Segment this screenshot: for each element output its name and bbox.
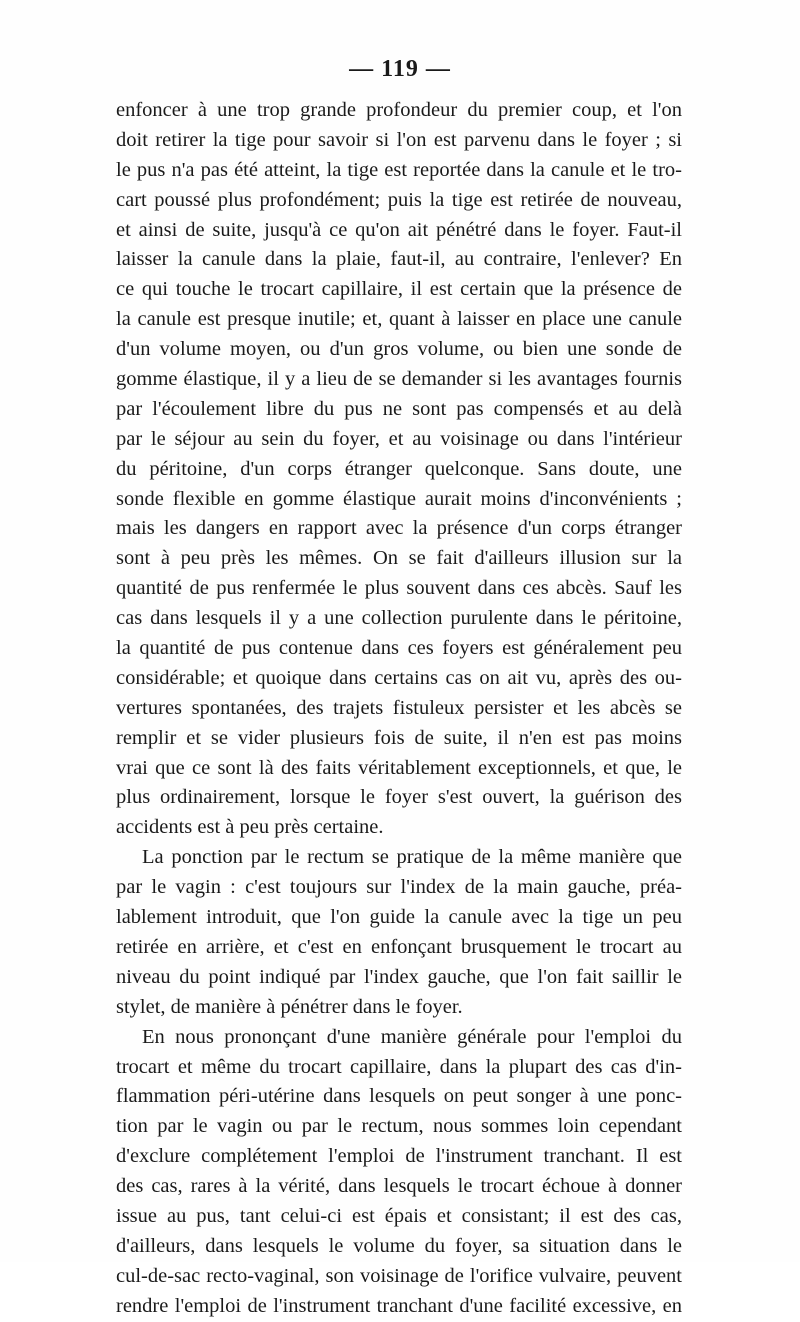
text-line: cart poussé plus profondément; puis la tige est retirée de nouveau,: [116, 188, 682, 211]
body-text: [116, 96, 682, 1322]
text-line: cas dans lesquels il y a une collection purulente dans le péritoine,: [116, 607, 682, 630]
text-line: cul-de-sac recto-vaginal, son voisinage de l'orifice vulvaire, peuvent: [116, 1264, 682, 1287]
text-line: laisser la canule dans la plaie, faut-il, au contraire, l'enlever? En: [116, 248, 682, 271]
text-line: trocart et même du trocart capillaire, dans la plupart des cas d'in-: [116, 1055, 682, 1078]
paragraph: [116, 96, 682, 843]
text-line: d'exclure complétement l'emploi de l'instrument tranchant. Il est: [116, 1145, 682, 1168]
text-line: En nous prononçant d'une manière générale pour l'emploi du: [142, 1025, 682, 1048]
text-line: doit retirer la tige pour savoir si l'on est parvenu dans le foyer ; si: [116, 128, 682, 151]
text-line: le pus n'a pas été atteint, la tige est reportée dans la canule et le tro-: [116, 158, 682, 181]
paragraph: [116, 843, 682, 1022]
text-line: plus ordinairement, lorsque le foyer s'est ouvert, la guérison des: [116, 786, 682, 809]
paragraph: [116, 1023, 682, 1322]
text-line: d'un volume moyen, ou d'un gros volume, ou bien une sonde de: [116, 338, 682, 361]
text-line: rendre l'emploi de l'instrument tranchant d'une facilité excessive, en: [116, 1294, 682, 1317]
text-line: tion par le vagin ou par le rectum, nous sommes loin cependant: [116, 1115, 682, 1138]
text-line: du péritoine, d'un corps étranger quelconque. Sans doute, une: [116, 457, 682, 480]
text-line: par l'écoulement libre du pus ne sont pas compensés et au delà: [116, 397, 682, 420]
text-line: sonde flexible en gomme élastique aurait moins d'inconvénients ;: [116, 487, 682, 510]
text-line: lablement introduit, que l'on guide la canule avec la tige un peu: [116, 906, 682, 929]
text-line: stylet, de manière à pénétrer dans le foyer.: [116, 995, 463, 1018]
text-line: d'ailleurs, dans lesquels le volume du foyer, sa situation dans le: [116, 1234, 682, 1257]
text-line: et ainsi de suite, jusqu'à ce qu'on ait pénétré dans le foyer. Faut-il: [116, 218, 682, 241]
text-line: accidents est à peu près certaine.: [116, 816, 384, 839]
text-line: niveau du point indiqué par l'index gauche, que l'on fait saillir le: [116, 965, 682, 988]
text-line: la quantité de pus contenue dans ces foyers est généralement peu: [116, 637, 682, 660]
text-line: la canule est presque inutile; et, quant à laisser en place une canule: [116, 308, 682, 331]
text-line: retirée en arrière, et c'est en enfonçant brusquement le trocart au: [116, 935, 682, 958]
text-line: vrai que ce sont là des faits véritablement exceptionnels, et que, le: [116, 756, 682, 779]
text-line: vertures spontanées, des trajets fistuleux persister et les abcès se: [116, 696, 682, 719]
text-line: ce qui touche le trocart capillaire, il est certain que la présence de: [116, 278, 682, 301]
text-line: mais les dangers en rapport avec la présence d'un corps étranger: [116, 517, 682, 540]
text-line: par le séjour au sein du foyer, et au voisinage ou dans l'intérieur: [116, 427, 682, 450]
text-line: considérable; et quoique dans certains cas on ait vu, après des ou-: [116, 666, 682, 689]
text-line: quantité de pus renfermée le plus souvent dans ces abcès. Sauf les: [116, 577, 682, 600]
text-line: sont à peu près les mêmes. On se fait d'ailleurs illusion sur la: [116, 547, 682, 570]
text-line: flammation péri-utérine dans lesquels on peut songer à une ponc-: [116, 1085, 682, 1108]
text-line: remplir et se vider plusieurs fois de suite, il n'en est pas moins: [116, 726, 682, 749]
text-line: par le vagin : c'est toujours sur l'index de la main gauche, préa-: [116, 876, 682, 899]
text-line: des cas, rares à la vérité, dans lesquels le trocart échoue à donner: [116, 1175, 682, 1198]
text-line: La ponction par le rectum se pratique de la même manière que: [142, 846, 682, 869]
text-line: gomme élastique, il y a lieu de se demander si les avantages fournis: [116, 368, 682, 391]
text-line: enfoncer à une trop grande profondeur du premier coup, et l'on: [116, 99, 682, 121]
page-number: — 119 —: [349, 56, 451, 82]
text-line: issue au pus, tant celui-ci est épais et consistant; il est des cas,: [116, 1204, 682, 1227]
